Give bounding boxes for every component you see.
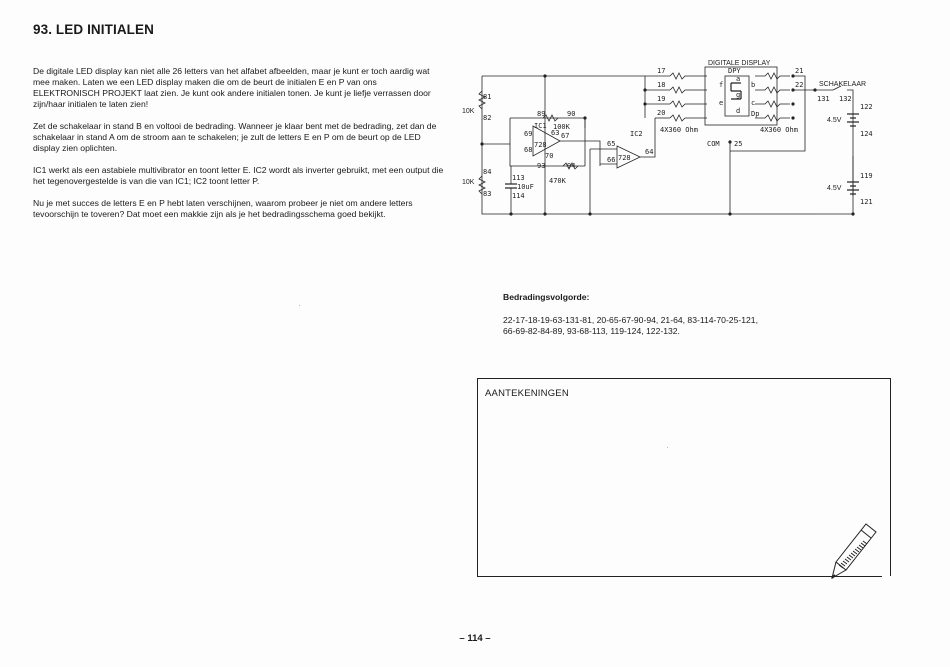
wiring-order-line-2: 66-69-82-84-89, 93-68-113, 119-124, 122-132. (503, 326, 680, 336)
notes-box (477, 378, 891, 576)
terminal-22: 22 (795, 81, 804, 89)
terminal-63: 63 (551, 129, 560, 137)
body-text (33, 66, 445, 231)
terminal-132: 132 (839, 95, 852, 103)
terminal-90: 90 (567, 110, 576, 118)
segment-b: b (751, 81, 756, 89)
terminal-21: 21 (795, 67, 804, 75)
terminal-124: 124 (860, 130, 873, 138)
com-label: COM (707, 140, 720, 148)
display-label: DIGITALE DISPLAY (708, 60, 771, 67)
terminal-19: 19 (657, 95, 666, 103)
page-number: – 114 – (459, 633, 491, 644)
terminal-67: 67 (561, 132, 570, 140)
terminal-20: 20 (657, 109, 666, 117)
terminal-93: 93 (537, 162, 546, 170)
circuit-schematic (455, 56, 895, 226)
ic1-code: 728 (534, 141, 547, 149)
segment-f: f (719, 81, 724, 89)
terminal-114: 114 (512, 192, 525, 200)
terminal-121: 121 (860, 198, 873, 206)
terminal-17: 17 (657, 67, 666, 75)
terminal-68: 68 (524, 146, 533, 154)
notes-box-right-edge (890, 378, 891, 576)
terminal-119: 119 (860, 172, 873, 180)
terminal-94: 94 (567, 162, 576, 170)
terminal-18: 18 (657, 81, 666, 89)
resistor-array-left: 4X360 Ohm (660, 126, 698, 134)
terminal-83: 83 (483, 190, 492, 198)
notes-box-bottom-edge (477, 576, 882, 577)
switch-label: SCHAKELAAR (819, 81, 867, 88)
wiring-order-heading: Bedradingsvolgorde: (503, 292, 590, 302)
ic2-label: IC2 (630, 130, 643, 138)
paragraph-instructions: Zet de schakelaar in stand B en voltooi de bedrading. Wanneer je klaar bent met de bedrading, zet dan de schakelaar in stand A om de stroom aan te schakelen; je zult de letters E en P om de beurt op de LED display zien oplichten. (33, 121, 437, 153)
paragraph-challenge: Nu je met succes de letters E en P hebt laten verschijnen, waarom probeer je niet om andere letters tevoorschijn te toveren? Dat moet een makkie zijn als je het bedradingsschema goed bekijkt. (33, 198, 413, 219)
terminal-82: 82 (483, 114, 492, 122)
terminal-labels (483, 67, 873, 206)
segment-e: e (719, 99, 724, 107)
paragraph-intro: De digitale LED display kan niet alle 26 letters van het alfabet afbeelden, maar je kunt er toch aardig wat mee maken. Laten we een LED display maken die om de beurt de initialen E en P van ons ELEKTRONISCH PROJEKT laat zien. Je kunt ook andere initialen tonen. Je kunt je liefje verrassen door zijn/haar initialen te laten zien! (33, 66, 431, 109)
page-title: 93. LED INITIALEN (33, 22, 154, 37)
segment-c: c (751, 99, 756, 107)
segment-d: d (736, 107, 741, 115)
segment-dp: Dp (751, 110, 760, 118)
resistor-10k-top: 10K (462, 108, 475, 115)
terminal-64: 64 (645, 148, 654, 156)
ic1-label: IC1 (534, 122, 547, 130)
segment-a: a (736, 75, 741, 83)
terminal-131: 131 (817, 95, 830, 103)
resistor-10k-bottom: 10K (462, 179, 475, 186)
resistor-array-right: 4X360 Ohm (760, 126, 798, 134)
terminal-66: 66 (607, 156, 616, 164)
segment-g: g (736, 91, 741, 99)
terminal-81: 81 (483, 93, 492, 101)
dpy-label: DPY (728, 67, 741, 75)
wiring-order-line-1: 22-17-18-19-63-131-81, 20-65-67-90-94, 21-64, 83-114-70-25-121, (503, 315, 758, 325)
capacitor-label: 10uF (517, 183, 534, 191)
battery-bottom: 4.5V (827, 185, 842, 192)
terminal-113: 113 (512, 174, 525, 182)
terminal-89: 89 (537, 110, 546, 118)
terminal-69: 69 (524, 130, 533, 138)
resistor-100k: 100K (553, 123, 570, 131)
paragraph-ic-function: IC1 werkt als een astabiele multivibrator en toont letter E. IC2 wordt als inverter gebruikt, met een output die het tegenovergestelde is van die van IC1; IC2 toont letter P. (33, 165, 444, 186)
wiring-order-text (503, 315, 833, 337)
terminal-65: 65 (607, 140, 616, 148)
ic2-code: 728 (618, 154, 631, 162)
terminal-122: 122 (860, 103, 873, 111)
battery-top: 4.5V (827, 117, 842, 124)
notes-title: AANTEKENINGEN (485, 388, 569, 399)
terminal-25: 25 (734, 140, 743, 148)
resistor-470k: 470K (549, 177, 566, 185)
terminal-70: 70 (545, 152, 554, 160)
terminal-84: 84 (483, 168, 492, 176)
pencil-icon (830, 520, 880, 582)
